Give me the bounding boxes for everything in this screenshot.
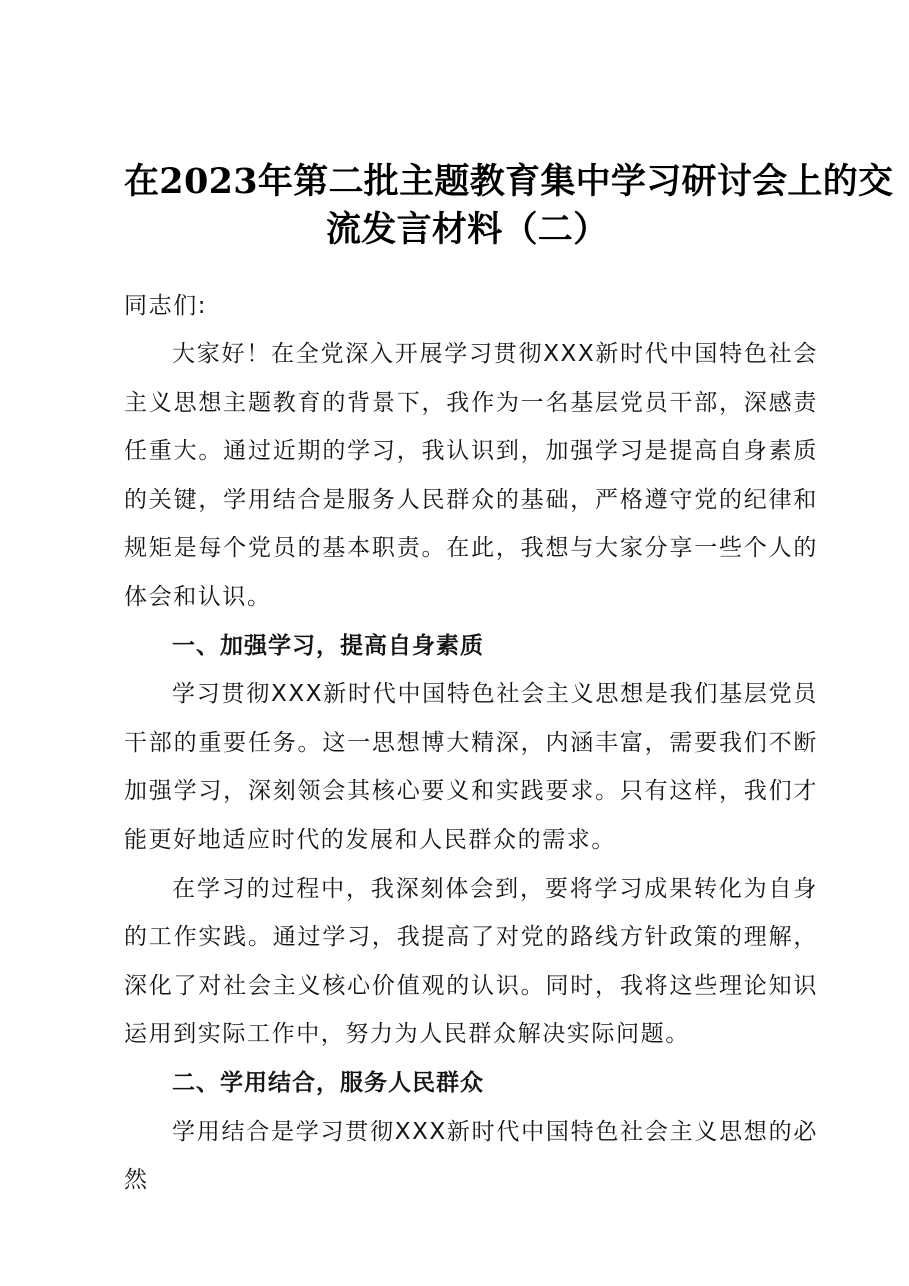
document-body [124,330,818,1205]
document-title [124,158,894,254]
paragraph-study-2: 在学习的过程中，我深刻体会到，要将学习成果转化为自身的工作实践。通过学习，我提高了对党的路线方针政策的理解，深化了对社会主义核心价值观的认识。同时，我将这些理论知识运用到实际工作中，努力为人民群众解决实际问题。 [124,875,818,1048]
salutation: 同志们: [124,293,208,319]
section-heading-1: 一、加强学习，提高自身素质 [172,632,484,659]
title-line-2: 流发言材料（二） [326,209,609,250]
paragraph-practice: 学用结合是学习贯彻XXX新时代中国特色社会主义思想的必然 [124,1118,818,1194]
paragraph-opening: 大家好！在全党深入开展学习贯彻XXX新时代中国特色社会主义思想主题教育的背景下，我作为一名基层党员干部，深感责任重大。通过近期的学习，我认识到，加强学习是提高自身素质的关键，学用结合是服务人民群众的基础，严格遵守党的纪律和规矩是每个党员的基本职责。在此，我想与大家分享一些个人的体会和认识。 [124,341,818,610]
section-heading-2: 二、学用结合，服务人民群众 [172,1069,484,1096]
paragraph-study-1: 学习贯彻XXX新时代中国特色社会主义思想是我们基层党员干部的重要任务。这一思想博大精深，内涵丰富，需要我们不断加强学习，深刻领会其核心要义和实践要求。只有这样，我们才能更好地适应时代的发展和人民群众的需求。 [124,681,818,853]
title-line-1: 在2023年第二批主题教育集中学习研讨会上的交 [124,161,894,202]
